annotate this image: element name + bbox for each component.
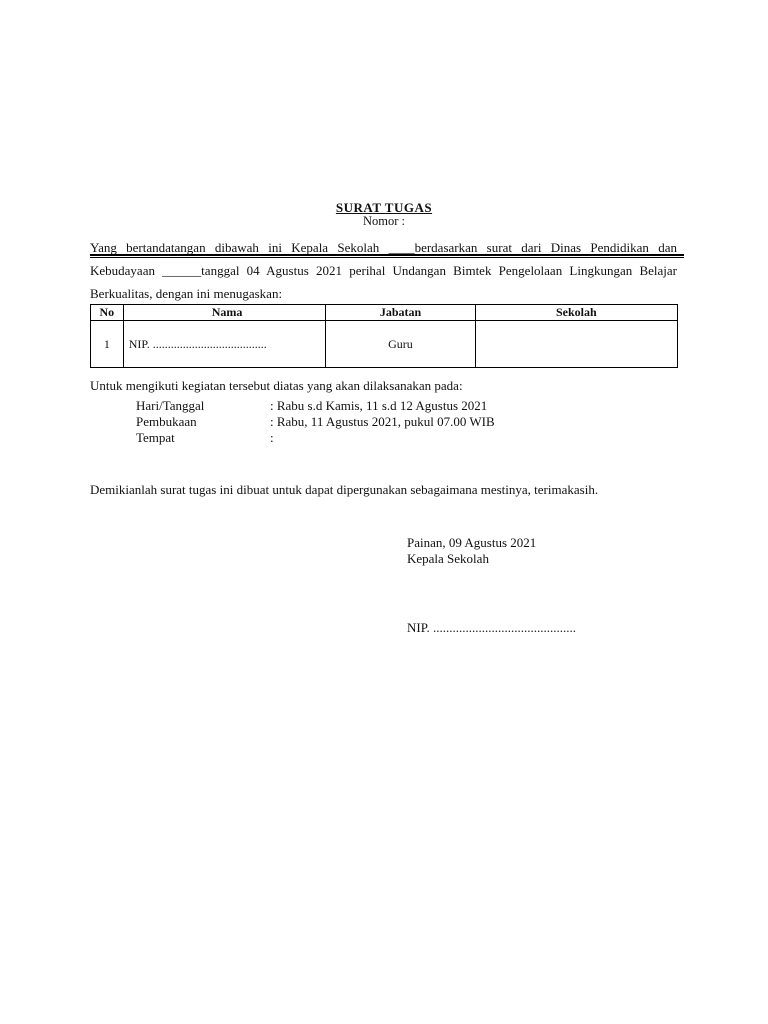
cell-no: 1 xyxy=(91,321,124,368)
divider-rule xyxy=(90,254,684,258)
schedule-intro: Untuk mengikuti kegiatan tersebut diatas yang akan dilaksanakan pada: xyxy=(90,378,463,393)
cell-sekolah xyxy=(475,321,677,368)
table-row xyxy=(91,321,678,368)
detail-value: : Rabu s.d Kamis, 11 s.d 12 Agustus 2021 xyxy=(270,398,488,413)
schedule-details xyxy=(136,398,495,446)
closing-paragraph: Demikianlah surat tugas ini dibuat untuk dapat dipergunakan sebagaimana mestinya, terimakasih. xyxy=(90,482,599,497)
cell-nama: NIP. ...................................... xyxy=(123,321,326,368)
detail-label: Hari/Tanggal xyxy=(136,398,205,413)
detail-row-tempat xyxy=(136,430,495,446)
detail-value: : Rabu, 11 Agustus 2021, pukul 07.00 WIB xyxy=(270,414,495,429)
opening-paragraph: Yang bertandatangan dibawah ini Kepala Sekolah ____berdasarkan surat dari Dinas Pendidikan dan Kebudayaan ______tanggal 04 Agustus 2021 perihal Undangan Bimtek Pengelolaan Lingkungan Belajar Berkualitas, dengan ini menugaskan: xyxy=(90,240,677,301)
signer-title: Kepala Sekolah xyxy=(407,551,489,566)
detail-value: : xyxy=(270,430,274,445)
detail-label: Tempat xyxy=(136,430,175,445)
assignment-table xyxy=(90,304,678,368)
letter-title: SURAT TUGAS xyxy=(335,200,433,215)
header-jabatan: Jabatan xyxy=(326,305,475,321)
letter-number: Nomor : xyxy=(362,214,405,228)
header-sekolah: Sekolah xyxy=(475,305,677,321)
detail-label: Pembukaan xyxy=(136,414,197,429)
signature-block xyxy=(407,535,536,567)
detail-row-hari-tanggal xyxy=(136,398,495,414)
signer-nip: NIP. ............................................ xyxy=(407,620,577,635)
header-nama: Nama xyxy=(123,305,326,321)
header-no: No xyxy=(91,305,124,321)
detail-row-pembukaan xyxy=(136,414,495,430)
cell-jabatan: Guru xyxy=(326,321,475,368)
place-date: Painan, 09 Agustus 2021 xyxy=(407,535,537,550)
table-header-row xyxy=(91,305,678,321)
